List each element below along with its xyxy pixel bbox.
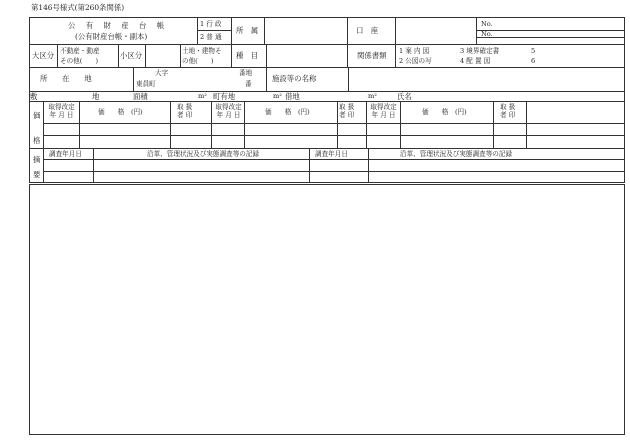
no-label-1: No. bbox=[481, 20, 493, 28]
summary-header-date-1: 調査年月日 bbox=[49, 150, 82, 158]
shozoku-label: 所 属 bbox=[236, 26, 259, 35]
menseki-label: 面積 bbox=[133, 92, 148, 101]
form-number: 第146号様式(第260条関係) bbox=[31, 3, 125, 12]
kankei-shorui-label: 関係書類 bbox=[357, 51, 387, 60]
shimei-label: 氏名 bbox=[397, 92, 412, 101]
doc-item-2: 2 公図の写 bbox=[399, 57, 432, 65]
doc-item-5: 5 bbox=[531, 47, 536, 55]
banchi-label: 番地 bbox=[239, 69, 253, 77]
dai-kubun-label: 大区分 bbox=[32, 51, 55, 60]
price-header-stamp-1: 取 扱 者 印 bbox=[177, 103, 193, 119]
sho-options-1: 土地・建物そ bbox=[182, 47, 222, 55]
doc-item-1: 1 案 内 図 bbox=[399, 47, 430, 55]
summary-header-record-1: 沿革、管理状況及び実態調査等の記録 bbox=[147, 150, 260, 158]
chi-label: 地 bbox=[92, 92, 100, 101]
price-header-price-1: 価 格 (円) bbox=[98, 108, 143, 116]
doc-item-3: 3 境界確定書 bbox=[460, 47, 500, 55]
m2-unit-3: m² bbox=[368, 92, 377, 100]
summary-row-label-2: 要 bbox=[33, 170, 41, 179]
price-header-date-3: 取得改定 年 月 日 bbox=[370, 103, 397, 119]
choyuchi-label: 町有地 bbox=[213, 92, 236, 101]
summary-header-date-2: 調査年月日 bbox=[315, 150, 348, 158]
doc-item-4: 4 配 置 図 bbox=[460, 57, 491, 65]
ledger-title: 公 有 財 産 台 帳 bbox=[68, 21, 169, 30]
price-row-label-2: 格 bbox=[33, 136, 41, 145]
doc-item-6: 6 bbox=[531, 57, 536, 65]
notes-box bbox=[29, 184, 625, 435]
price-header-date-2: 取得改定 年 月 日 bbox=[215, 103, 242, 119]
aza-label: 大字 bbox=[155, 69, 169, 77]
shikichi-label: 敷 bbox=[30, 92, 38, 101]
price-row-label-1: 価 bbox=[33, 111, 41, 120]
summary-row-label-1: 摘 bbox=[33, 155, 41, 164]
town-label: 東員町 bbox=[136, 80, 156, 88]
price-header-price-2: 価 格 (円) bbox=[265, 108, 310, 116]
facility-name-label: 施設等の名称 bbox=[272, 74, 317, 83]
sho-options-2: の他( ) bbox=[182, 57, 214, 65]
price-header-price-3: 価 格 (円) bbox=[422, 108, 467, 116]
dai-options-1: 不動産・動産 bbox=[60, 47, 100, 55]
price-header-stamp-2: 取 扱 者 印 bbox=[339, 103, 355, 119]
m2-unit-1: m² bbox=[198, 92, 207, 100]
summary-header-record-2: 沿革、管理状況及び実態調査等の記録 bbox=[400, 150, 513, 158]
no-label-2: No. bbox=[481, 30, 493, 38]
price-header-date-1: 取得改定 年 月 日 bbox=[48, 103, 75, 119]
shozaichi-label: 所 在 地 bbox=[40, 74, 92, 83]
shumoku-label: 種 目 bbox=[236, 51, 259, 60]
kind-option-2: 2 普 通 bbox=[200, 33, 222, 41]
dai-options-2: その他( ) bbox=[60, 57, 99, 65]
m2-unit-2: m² bbox=[273, 92, 282, 100]
price-header-stamp-3: 取 扱 者 印 bbox=[500, 103, 516, 119]
ledger-subtitle: (公有財産台帳・副本) bbox=[75, 32, 148, 41]
kind-option-1: 1 行 政 bbox=[200, 20, 222, 28]
ban-label: 番 bbox=[245, 80, 252, 88]
kouza-label: 口 座 bbox=[356, 26, 379, 35]
shakuchi-label: 借地 bbox=[285, 92, 300, 101]
sho-kubun-label: 小区分 bbox=[120, 51, 143, 60]
